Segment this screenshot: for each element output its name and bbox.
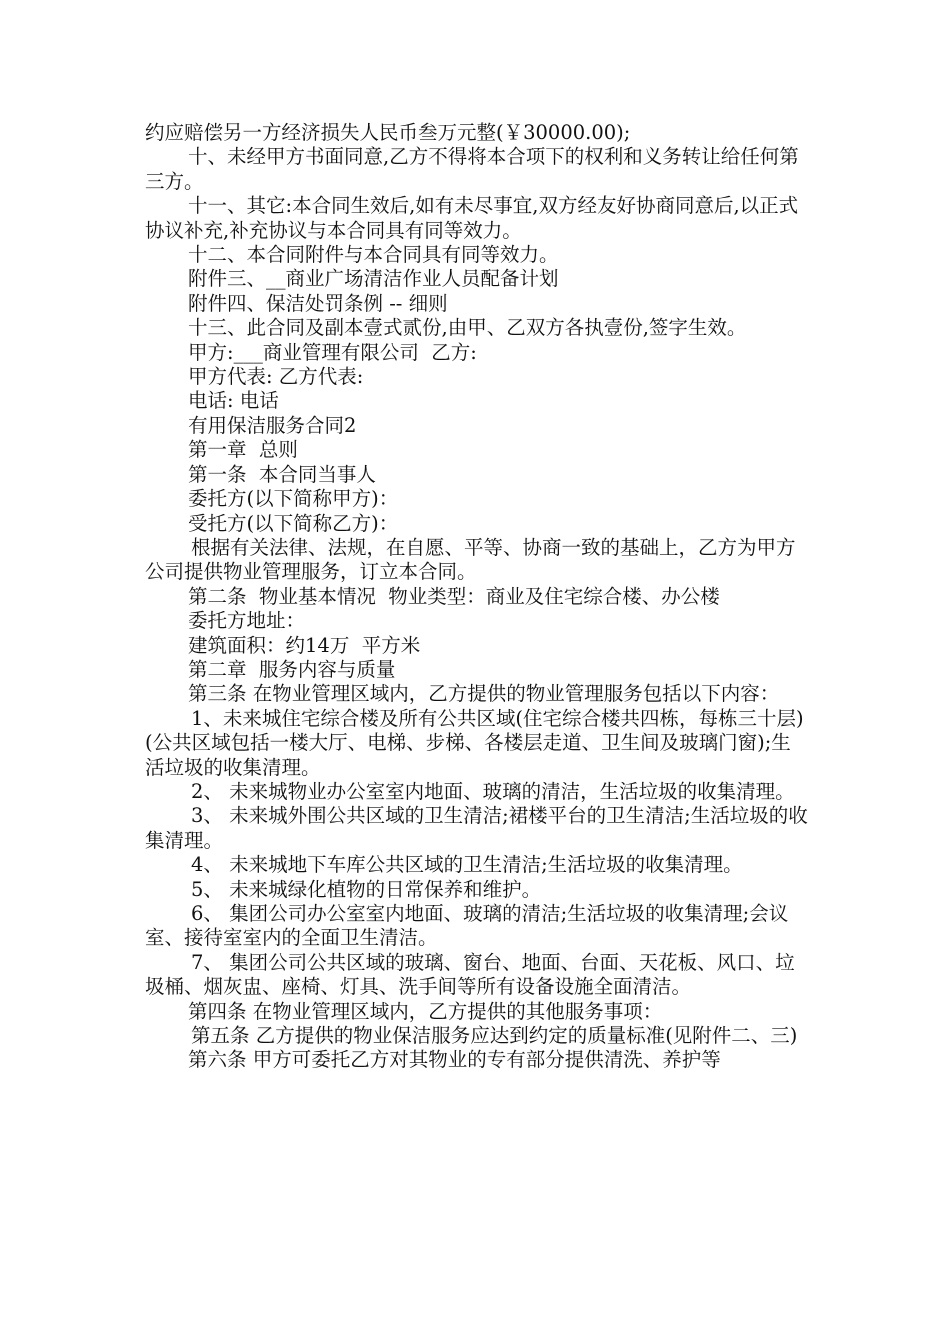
paragraph-contract-2-title: 有用保洁服务合同2 xyxy=(188,413,357,437)
list-item-service-3: 3、 未来城外围公共区域的卫生清洁;裙楼平台的卫生清洁;生活垃圾的收集清理。 xyxy=(145,804,808,852)
paragraph-entrusted-party: 受托方(以下简称乙方)： xyxy=(188,511,399,535)
paragraph-floor-area: 建筑面积：约14万 平方米 xyxy=(188,633,421,657)
document-page xyxy=(145,121,810,1073)
paragraph-attachment-3: 附件三、__商业广场清洁作业人员配备计划 xyxy=(188,267,559,291)
paragraph-clause-12: 十二、本合同附件与本合同具有同等效力。 xyxy=(188,243,559,267)
paragraph-clause-11: 十一、其它:本合同生效后,如有未尽事宜,双方经友好协商同意后,以正式协议补充,补充协议与本合同具有同等效力。 xyxy=(145,194,799,242)
list-item-service-2: 2、 未来城物业办公室室内地面、玻璃的清洁，生活垃圾的收集清理。 xyxy=(191,779,795,803)
paragraph-article-6: 第六条 甲方可委托乙方对其物业的专有部分提供清洗、养护等 xyxy=(188,1048,721,1072)
paragraph-article-2: 第二条 物业基本情况 物业类型：商业及住宅综合楼、办公楼 xyxy=(188,584,720,608)
paragraph-legal-basis: 根据有关法律、法规，在自愿、平等、协商一致的基础上，乙方为甲方 公司提供物业管理服务，订立本合同。 xyxy=(145,535,796,584)
list-item-service-6: 6、 集团公司办公室室内地面、玻璃的清洁;生活垃圾的收集清理;会议室、接待室室内的全面卫生清洁。 xyxy=(145,902,789,950)
paragraph-phones: 电话: 电话 xyxy=(188,389,279,413)
paragraph-clause-10: 十、未经甲方书面同意,乙方不得将本合项下的权利和义务转让给任何第三方。 xyxy=(145,145,799,193)
paragraph-chapter-1: 第一章 总则 xyxy=(188,438,298,462)
list-item-service-5: 5、 未来城绿化植物的日常保养和维护。 xyxy=(191,877,542,901)
paragraph-chapter-2: 第二章 服务内容与质量 xyxy=(188,657,396,681)
paragraph-article-3: 第三条 在物业管理区域内，乙方提供的物业管理服务包括以下内容： xyxy=(188,682,780,706)
list-item-service-1: 1、未来城住宅综合楼及所有公共区域(住宅综合楼共四栋，每栋三十层)(公共区域包括一楼大厅、电梯、步梯、各楼层走道、卫生间及玻璃门窗);生活垃圾的收集清理。 xyxy=(145,706,804,779)
paragraph-article-5: 第五条 乙方提供的物业保洁服务应达到约定的质量标准(见附件二、三) xyxy=(191,1024,798,1048)
list-item-service-7: 7、 集团公司公共区域的玻璃、窗台、地面、台面、天花板、风口、垃圾桶、烟灰盅、座椅、灯具、洗手间等所有设备设施全面清洁。 xyxy=(145,950,795,999)
paragraph-article-1: 第一条 本合同当事人 xyxy=(188,462,376,486)
paragraph-party-names: 甲方:___商业管理有限公司 乙方: xyxy=(188,340,477,364)
paragraph-article-4: 第四条 在物业管理区域内，乙方提供的其他服务事项： xyxy=(188,999,663,1023)
paragraph-entrusting-party: 委托方(以下简称甲方)： xyxy=(188,487,399,511)
paragraph-representatives: 甲方代表: 乙方代表: xyxy=(188,365,364,389)
list-item-service-4: 4、 未来城地下车库公共区域的卫生清洁;生活垃圾的收集清理。 xyxy=(191,853,743,877)
paragraph-clause-13: 十三、此合同及副本壹式贰份,由甲、乙双方各执壹份,签字生效。 xyxy=(188,316,747,340)
paragraph-address: 委托方地址： xyxy=(188,609,306,633)
paragraph-compensation: 约应赔偿另一方经济损失人民币叁万元整(￥30000.00); xyxy=(145,121,631,144)
paragraph-attachment-4: 附件四、保洁处罚条例 -- 细则 xyxy=(188,291,448,315)
